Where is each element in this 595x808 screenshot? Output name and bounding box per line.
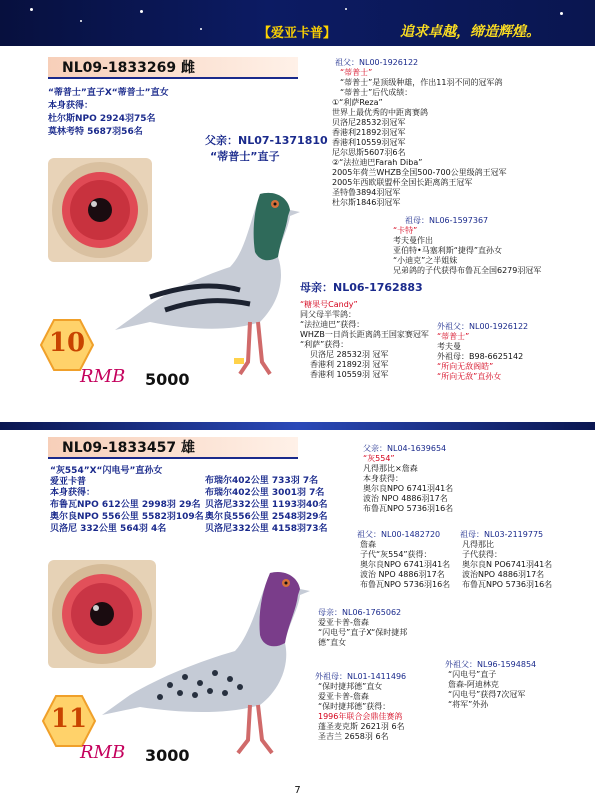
mgm-line: 1996年联合会鼎佳赛鸽 bbox=[318, 712, 403, 721]
gf-line: ①“利萨Reza” bbox=[332, 98, 383, 107]
father-line: 奥尔良NPO 6741羽41名 bbox=[363, 484, 454, 493]
gm-line: “卡特” bbox=[393, 226, 418, 235]
breeder: 爱亚卡普 bbox=[50, 477, 87, 487]
mother-line: 香港利 10559羽 冠军 bbox=[310, 370, 389, 379]
mother-line: 爱亚卡普-詹森 bbox=[318, 618, 369, 627]
gf-line: “蒂普士”是顶级种雄，作出11羽不同的冠军鸽 bbox=[340, 78, 503, 87]
section-divider bbox=[0, 422, 595, 430]
gf-line: 詹森 bbox=[360, 540, 376, 549]
pigeon-photo bbox=[100, 565, 315, 760]
gf-line: 奥尔良NPO 6741羽41名 bbox=[360, 560, 451, 569]
gm-line: 奥尔良N PO6741羽41名 bbox=[462, 560, 553, 569]
sparkle-icon bbox=[345, 8, 347, 10]
gf-line: 2005年荷兰WHZB全国500-700公里级鸽王冠军 bbox=[332, 168, 507, 177]
brand-name: 【爱亚卡普】 bbox=[258, 26, 337, 41]
father-line: 布鲁瓦NPO 5736羽16名 bbox=[363, 504, 454, 513]
mgf-line: “闪电号”直子 bbox=[448, 670, 497, 679]
mother-line: 香港利 21892羽 冠军 bbox=[310, 360, 389, 369]
price: 3000 bbox=[145, 746, 190, 765]
mgf-line: “闪电号”获得7次冠军 bbox=[448, 690, 526, 699]
father-line: 本身获得： bbox=[363, 474, 403, 483]
sparkle-icon bbox=[140, 10, 143, 13]
gf-line: ②“法拉迪巴Farah Diba” bbox=[332, 158, 423, 167]
mother-label: 母亲：NL06-1762883 bbox=[300, 281, 423, 294]
gm-line: 波治NPO 4886羽17名 bbox=[462, 570, 545, 579]
win-left: 布鲁瓦NPO 612公里 2998羽 29名 bbox=[50, 500, 201, 510]
mgm-line: 蓬圣麦克斯 2621羽 6名 bbox=[318, 722, 405, 731]
gf-line: 子代“灰554”获得： bbox=[360, 550, 432, 559]
win-1: 杜尔斯NPO 2924羽75名 bbox=[48, 114, 156, 124]
won-label: 本身获得： bbox=[48, 101, 94, 111]
father-line: “灰554” bbox=[363, 454, 395, 463]
mother-line: “法拉迪巴”获得： bbox=[300, 320, 365, 329]
gm-line: 祖母：NL06-1597367 bbox=[405, 216, 489, 225]
gm-line: 凡得那比 bbox=[462, 540, 494, 549]
father-line: 父亲：NL04-1639654 bbox=[363, 444, 447, 453]
ring-number: NL09-1833457 雄 bbox=[48, 437, 298, 459]
page-header bbox=[0, 0, 595, 46]
gf-line: 尼尔思斯5607羽6名 bbox=[332, 148, 406, 157]
win-right: 贝洛尼332公里 4158羽73名 bbox=[205, 524, 328, 534]
gf-line: 杜尔斯1846羽冠军 bbox=[332, 198, 401, 207]
ring-number: NL09-1833269 雌 bbox=[48, 57, 298, 79]
mgm-line: 爱亚卡普-詹森 bbox=[318, 692, 369, 701]
win-2: 莫林考特 5687羽56名 bbox=[48, 127, 143, 137]
mother-line: WHZB一日尚长距离鸽王国家赛冠军 bbox=[300, 330, 429, 339]
sparkle-icon bbox=[560, 12, 563, 15]
pigeon-photo bbox=[110, 182, 315, 382]
slogan: 追求卓越，缔造辉煌。 bbox=[400, 24, 540, 40]
sparkle-icon bbox=[80, 20, 82, 22]
mother-line: “闪电号”直子X“保时捷邦 bbox=[318, 628, 408, 637]
mgf-line: 外祖母：B98-6625142 bbox=[437, 352, 524, 361]
gm-line: “小迪克”之半姐妹 bbox=[393, 256, 458, 265]
gm-line: 子代获得： bbox=[462, 550, 502, 559]
lot-number-badge bbox=[40, 318, 94, 372]
sparkle-icon bbox=[30, 8, 33, 11]
gf-line: 贝洛尼28532羽冠军 bbox=[332, 118, 406, 127]
gf-line: 香港利21892羽冠军 bbox=[332, 128, 406, 137]
win-right: 奥尔良556公里 2548羽29名 bbox=[205, 512, 328, 522]
pedigree-line: “灰554”X“闪电号”直孙女 bbox=[50, 466, 163, 476]
currency-label: RMB bbox=[80, 366, 126, 387]
price: 5000 bbox=[145, 370, 190, 389]
mother-line: “糖果号Candy” bbox=[300, 300, 358, 309]
father-line: 凡得那比×詹森 bbox=[363, 464, 418, 473]
gm-line: 考夫曼作出 bbox=[393, 236, 433, 245]
mgf-line: 外祖父：NL00-1926122 bbox=[437, 322, 529, 331]
gf-line: 世界上最优秀的中距离赛鸽 bbox=[332, 108, 428, 117]
mgf-line: “将军”外孙 bbox=[448, 700, 489, 709]
mother-line: 德”直女 bbox=[318, 638, 347, 647]
mgf-line: 詹森-阿迪林克 bbox=[448, 680, 499, 689]
gf-line: “蒂普士” bbox=[340, 68, 373, 77]
mother-line: 同父母半雫鸽： bbox=[300, 310, 356, 319]
win-right: 贝洛尼332公里 1193羽40名 bbox=[205, 500, 328, 510]
gf-line: “蒂普士”后代成绩： bbox=[340, 88, 413, 97]
won-label: 本身获得： bbox=[50, 488, 96, 498]
gf-line: 祖父：NL00-1482720 bbox=[357, 530, 441, 539]
father-label: 父亲：NL07-1371810 bbox=[205, 134, 328, 147]
mgf-line: 考夫曼 bbox=[437, 342, 461, 351]
gm-line: 兄弟鸽的子代获得布鲁瓦全国6279羽冠军 bbox=[393, 266, 542, 275]
pedigree-line: “蒂普士”直子X“蒂普士”直女 bbox=[48, 88, 169, 98]
currency-label: RMB bbox=[80, 742, 126, 763]
father-desc: “蒂普士”直子 bbox=[210, 150, 280, 163]
mother-line: 贝洛尼 28532羽 冠军 bbox=[310, 350, 389, 359]
gm-line: 亚伯特•马塞利斯“捷得”直孙女 bbox=[393, 246, 503, 255]
mgm-line: 外祖母：NL01-1411496 bbox=[315, 672, 407, 681]
mgm-line: 圣吉兰 2658羽 6名 bbox=[318, 732, 389, 741]
mgf-line: “所向无敌”直孙女 bbox=[437, 372, 502, 381]
sparkle-icon bbox=[200, 28, 202, 30]
lot-number: 10 bbox=[48, 328, 86, 358]
gm-line: 祖母：NL03-2119775 bbox=[460, 530, 544, 539]
gf-line: 香港利10559羽冠军 bbox=[332, 138, 406, 147]
win-left: 贝洛尼 332公里 564羽 4名 bbox=[50, 524, 167, 534]
gf-line: 波治 NPO 4886羽17名 bbox=[360, 570, 445, 579]
win-left: 奥尔良NPO 556公里 5582羽109名 bbox=[50, 512, 204, 522]
lot-number: 11 bbox=[50, 704, 88, 734]
mgm-line: “保时捷邦德”直女 bbox=[318, 682, 383, 691]
win-right: 布瑞尔402公里 733羽 7名 bbox=[205, 476, 319, 486]
mgm-line: “保时捷邦德”获得： bbox=[318, 702, 391, 711]
win-right: 布瑞尔402公里 3001羽 7名 bbox=[205, 488, 325, 498]
gf-line: 祖父：NL00-1926122 bbox=[335, 58, 419, 67]
father-line: 波治 NPO 4886羽17名 bbox=[363, 494, 448, 503]
mother-line: “利萨”获得： bbox=[300, 340, 349, 349]
gf-line: 2005年西欧联盟杯全国长距离鸽王冠军 bbox=[332, 178, 473, 187]
gf-line: 圣特鲁3894羽冠军 bbox=[332, 188, 401, 197]
mother-line: 母亲：NL06-1765062 bbox=[318, 608, 402, 617]
mgf-line: “蒂普士” bbox=[437, 332, 470, 341]
lot-number-badge bbox=[42, 694, 96, 748]
gm-line: 布鲁瓦NPO 5736羽16名 bbox=[462, 580, 553, 589]
mgf-line: 外祖父：NL96-1594854 bbox=[445, 660, 537, 669]
page-number: 7 bbox=[294, 785, 301, 796]
gf-line: 布鲁瓦NPO 5736羽16名 bbox=[360, 580, 451, 589]
mgf-line: “所向无敌阁皓” bbox=[437, 362, 494, 371]
